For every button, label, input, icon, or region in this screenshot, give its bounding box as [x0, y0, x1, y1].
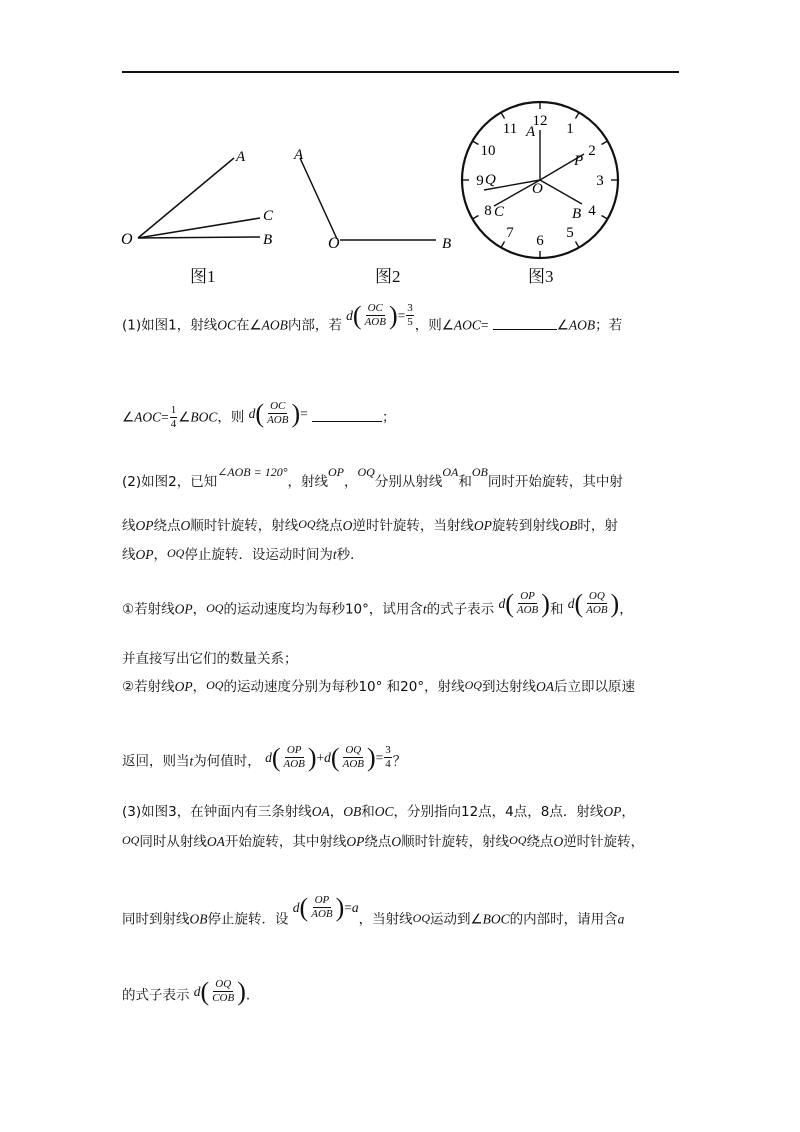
clock-tick [501, 241, 505, 247]
ray-ob [540, 180, 582, 204]
label-b: B [572, 206, 582, 222]
q2-sub1-line2: 并直接写出它们的数量关系； [122, 651, 298, 667]
q2-sub2-line2: 返回，则当t为何值时， d ( $\frac{OP}{\text{AOB}}$ ) + d ( $\frac{OQ}{\text{AOB}}$ ) = $\frac{3}{4}$ ？ [122, 742, 407, 772]
label-o: O [121, 231, 133, 248]
label-b: B [442, 236, 452, 252]
d-sum-expr: d ( $\frac{OP}{\text{AOB}}$ ) + d ( $\frac{OQ}{\text{AOB}}$ ) = $\frac{3}{4}$ [265, 742, 391, 772]
d-op-aob-eq-a: d ( $\frac{OP}{\text{AOB}}$ ) = a [292, 892, 359, 922]
clock-number: 7 [506, 224, 514, 241]
ray-oc [138, 218, 260, 238]
caption-fig3: 图3 [528, 267, 554, 286]
header-rule [122, 71, 679, 73]
figure-1 [110, 140, 290, 260]
clock-tick [601, 216, 607, 220]
d-oq-aob: d ( $\frac{OQ}{\text{AOB}}$ ) [567, 588, 620, 618]
clock-number: 10 [480, 143, 496, 159]
clock-number: 4 [588, 203, 596, 219]
caption-fig1: 图1 [190, 267, 216, 286]
d-oc-aob: d ( $\frac{OC}{\text{AOB}}$ ) = $\frac{3}{5}$ [346, 300, 413, 330]
ray-oa [138, 158, 234, 238]
clock-number: 2 [588, 143, 596, 159]
figure-3-clock [458, 96, 628, 266]
label-c: C [494, 204, 505, 220]
clock-tick [576, 112, 580, 118]
q3-line4: 的式子表示 d ( $\frac{OQ}{\text{COB}}$ ) . [122, 976, 251, 1006]
clock-number: 11 [502, 121, 518, 138]
clock-number: 6 [536, 233, 544, 249]
label-a: A [526, 124, 536, 140]
clock-number: 8 [484, 203, 492, 219]
d-op-aob: d ( $\frac{OP}{\text{AOB}}$ ) [498, 588, 550, 618]
label-a: A [236, 149, 246, 165]
label-c: C [263, 208, 274, 224]
clock-number: 3 [596, 173, 604, 189]
clock-tick [601, 141, 607, 145]
q3-line2: OQ同时从射线OA开始旋转，其中射线OP绕点O顺时针旋转，射线OQ绕点O逆时针旋转， [122, 833, 645, 850]
d-oq-cob: d ( $\frac{OQ}{\text{COB}}$ ) [193, 976, 246, 1006]
label-q: Q [485, 172, 496, 188]
q3-line1: (3)如图3，在钟面内有三条射线OA，OB和OC，分别指向12点，4点，8点．射线OP， [122, 804, 635, 820]
clock-tick [472, 141, 478, 145]
ray-ob [138, 237, 260, 238]
d-oc-aob-2: d ( $\frac{OC}{\text{AOB}}$ ) = [248, 398, 308, 428]
clock-number: 9 [476, 173, 484, 189]
label-b: B [263, 232, 273, 248]
q2-line1: (2)如图2，已知∠AOB = 120°，射线OP，OQ分别从射线OA和OB同时开始旋转，其中射 [122, 465, 623, 490]
label-o: O [328, 235, 340, 252]
clock-number: 12 [532, 113, 548, 129]
q2-line3: 线OP，OQ停止旋转．设运动时间为t秒． [122, 546, 364, 563]
label-a: A [294, 147, 304, 163]
q1-line1: (1)如图1，射线OC在∠AOB内部，若 d ( $\frac{OC}{\text{AOB}}$ ) = $\frac{3}{5}$ ，则∠AOC= ∠AOB；若 [122, 300, 623, 334]
clock-number: 5 [566, 224, 574, 241]
q2-sub2-line1: ②若射线OP，OQ的运动速度分别为每秒10° 和20°，射线OQ到达射线OA后立即以原速 [122, 678, 635, 695]
clock-tick [576, 241, 580, 247]
ray-oa [300, 158, 337, 239]
answer-blank-2[interactable] [312, 421, 382, 422]
clock-number: 1 [566, 121, 574, 138]
label-p: P [574, 153, 584, 169]
clock-tick [472, 216, 478, 220]
answer-blank-1[interactable] [493, 329, 557, 330]
q2-line2: 线OP绕点O顺时针旋转，射线OQ绕点O逆时针旋转，当射线OP旋转到射线OB时，射 [122, 517, 618, 534]
figure-2 [290, 140, 470, 260]
q3-line3: 同时到射线OB停止旋转．设 d ( $\frac{OP}{\text{AOB}}$ ) = a ，当射线OQ运动到∠BOC的内部时，请用含a [122, 892, 625, 928]
q1-line2: ∠AOC= $\frac{1}{4}$ ∠BOC，则 d ( $\frac{OC}{\text{AOB}}$ ) = ； [122, 398, 396, 430]
caption-fig2: 图2 [375, 267, 401, 286]
clock-tick [501, 112, 505, 118]
q2-sub1-line1: ①若射线OP，OQ的运动速度均为每秒10°，试用含t的式子表示 d ( $\frac{OP}{\text{AOB}}$ ) 和 d ( $\frac{OQ}{\text{AOB}}$ ) ， [122, 588, 633, 618]
label-o: O [532, 181, 543, 197]
